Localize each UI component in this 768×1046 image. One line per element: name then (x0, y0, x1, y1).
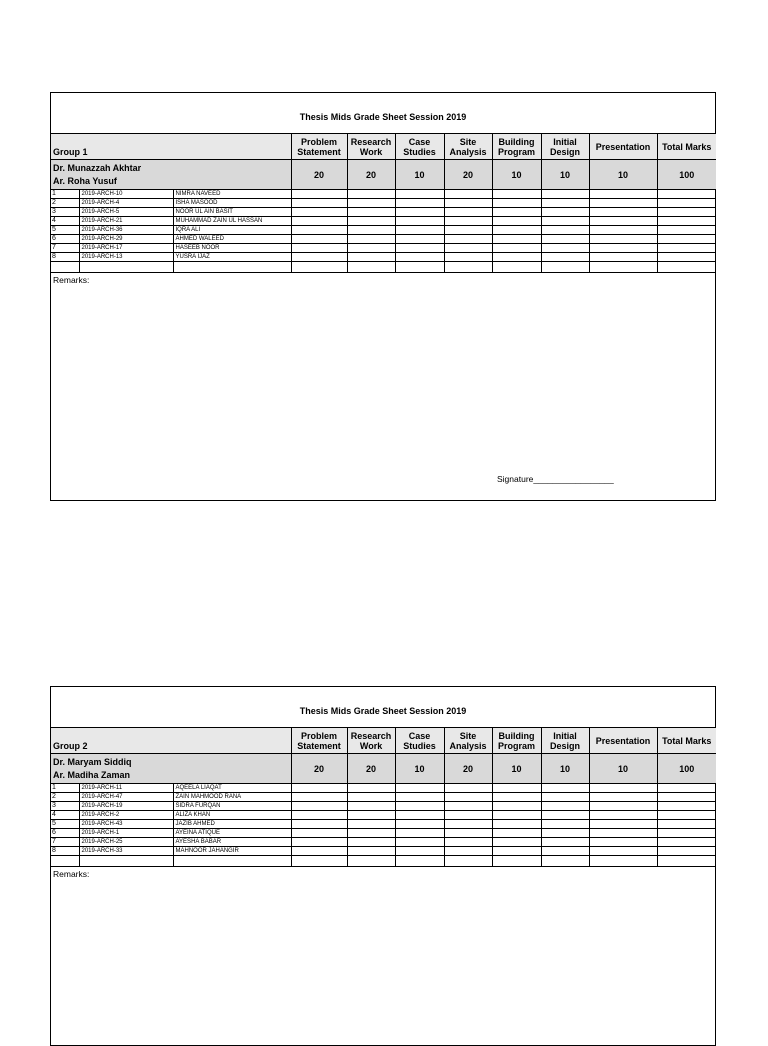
mark-cell[interactable] (492, 244, 541, 253)
column-header: Problem Statement (291, 134, 347, 160)
row-number: 8 (51, 253, 79, 262)
row-number: 2 (51, 793, 79, 802)
header-row (51, 134, 716, 160)
blank-cell (395, 262, 444, 273)
max-mark: 10 (589, 160, 657, 190)
grade-sheet (50, 92, 716, 501)
mark-cell[interactable] (657, 802, 716, 811)
row-number: 1 (51, 784, 79, 793)
mark-cell[interactable] (589, 784, 657, 793)
mark-cell[interactable] (657, 829, 716, 838)
row-number: 4 (51, 811, 79, 820)
mark-cell[interactable] (492, 820, 541, 829)
table-row (51, 802, 716, 811)
max-mark: 100 (657, 754, 716, 784)
max-mark: 100 (657, 160, 716, 190)
registration-number: 2019-ARCH-43 (79, 820, 173, 829)
max-mark: 20 (291, 160, 347, 190)
group-label: Group 1 (51, 134, 291, 160)
table-row (51, 244, 716, 253)
table-row (51, 829, 716, 838)
student-name: NIMRA NAVEED (173, 190, 291, 199)
mark-cell[interactable] (395, 253, 444, 262)
mark-cell[interactable] (395, 811, 444, 820)
teacher-name: Dr. Maryam Siddiq (53, 756, 132, 767)
max-mark: 10 (492, 754, 541, 784)
mark-cell[interactable] (347, 199, 395, 208)
mark-cell[interactable] (589, 793, 657, 802)
mark-cell[interactable] (347, 226, 395, 235)
blank-cell (492, 262, 541, 273)
mark-cell[interactable] (347, 838, 395, 847)
teacher-name: Ar. Madiha Zaman (53, 769, 131, 780)
mark-cell[interactable] (347, 190, 395, 199)
column-header: Building Program (492, 134, 541, 160)
table-row (51, 190, 716, 199)
row-number: 1 (51, 190, 79, 199)
mark-cell[interactable] (589, 829, 657, 838)
blank-cell (173, 262, 291, 273)
column-header: Research Work (347, 134, 395, 160)
remarks-label: Remarks: (53, 869, 90, 879)
mark-cell[interactable] (347, 253, 395, 262)
mark-cell[interactable] (657, 235, 716, 244)
table-row (51, 784, 716, 793)
mark-cell[interactable] (347, 784, 395, 793)
mark-cell[interactable] (492, 847, 541, 856)
mark-cell[interactable] (347, 208, 395, 217)
table-row (51, 847, 716, 856)
table-row (51, 793, 716, 802)
blank-cell (444, 856, 492, 867)
blank-cell (589, 856, 657, 867)
mark-cell[interactable] (444, 190, 492, 199)
max-mark: 20 (444, 160, 492, 190)
blank-row (51, 856, 716, 867)
student-name: AQEELA LIAQAT (173, 784, 291, 793)
mark-cell[interactable] (444, 847, 492, 856)
mark-cell[interactable] (541, 190, 589, 199)
blank-cell (541, 856, 589, 867)
mark-cell[interactable] (657, 820, 716, 829)
max-mark: 10 (492, 160, 541, 190)
mark-cell[interactable] (395, 793, 444, 802)
mark-cell[interactable] (444, 244, 492, 253)
sheet-title: Thesis Mids Grade Sheet Session 2019 (51, 93, 715, 134)
column-header: Building Program (492, 728, 541, 754)
blank-cell (173, 856, 291, 867)
mark-cell[interactable] (395, 226, 444, 235)
mark-cell[interactable] (291, 244, 347, 253)
group-label: Group 2 (51, 728, 291, 754)
teachers (51, 160, 291, 190)
column-header: Research Work (347, 728, 395, 754)
mark-cell[interactable] (444, 793, 492, 802)
mark-cell[interactable] (492, 802, 541, 811)
max-mark: 10 (541, 160, 589, 190)
mark-cell[interactable] (347, 217, 395, 226)
blank-row (51, 262, 716, 273)
mark-cell[interactable] (444, 199, 492, 208)
registration-number: 2019-ARCH-11 (79, 784, 173, 793)
teacher-name: Ar. Roha Yusuf (53, 175, 117, 186)
mark-cell[interactable] (492, 811, 541, 820)
registration-number: 2019-ARCH-33 (79, 847, 173, 856)
mark-cell[interactable] (657, 217, 716, 226)
mark-cell[interactable] (589, 253, 657, 262)
mark-cell[interactable] (395, 829, 444, 838)
table-row (51, 811, 716, 820)
mark-cell[interactable] (541, 217, 589, 226)
mark-cell[interactable] (291, 208, 347, 217)
table-row (51, 235, 716, 244)
mark-cell[interactable] (395, 208, 444, 217)
mark-cell[interactable] (347, 829, 395, 838)
mark-cell[interactable] (541, 199, 589, 208)
row-number: 3 (51, 802, 79, 811)
mark-cell[interactable] (541, 793, 589, 802)
mark-cell[interactable] (291, 802, 347, 811)
registration-number: 2019-ARCH-2 (79, 811, 173, 820)
mark-cell[interactable] (589, 244, 657, 253)
mark-cell[interactable] (291, 838, 347, 847)
student-name: YUSRA IJAZ (173, 253, 291, 262)
blank-cell (51, 262, 79, 273)
mark-cell[interactable] (444, 829, 492, 838)
mark-cell[interactable] (589, 226, 657, 235)
max-mark: 20 (347, 160, 395, 190)
blank-cell (347, 856, 395, 867)
mark-cell[interactable] (657, 847, 716, 856)
mark-cell[interactable] (541, 847, 589, 856)
student-name: NOOR UL AIN BASIT (173, 208, 291, 217)
mark-cell[interactable] (541, 820, 589, 829)
mark-cell[interactable] (444, 235, 492, 244)
student-name: JAZIB AHMED (173, 820, 291, 829)
mark-cell[interactable] (291, 811, 347, 820)
blank-cell (589, 262, 657, 273)
mark-cell[interactable] (541, 244, 589, 253)
mark-cell[interactable] (589, 820, 657, 829)
mark-cell[interactable] (444, 208, 492, 217)
blank-cell (291, 856, 347, 867)
student-name: MUHAMMAD ZAIN UL HASSAN (173, 217, 291, 226)
registration-number: 2019-ARCH-4 (79, 199, 173, 208)
mark-cell[interactable] (444, 802, 492, 811)
mark-cell[interactable] (395, 190, 444, 199)
blank-cell (291, 262, 347, 273)
column-header: Case Studies (395, 134, 444, 160)
blank-cell (51, 856, 79, 867)
row-number: 6 (51, 829, 79, 838)
mark-cell[interactable] (444, 811, 492, 820)
student-name: HASEEB NOOR (173, 244, 291, 253)
mark-cell[interactable] (347, 811, 395, 820)
mark-cell[interactable] (492, 226, 541, 235)
registration-number: 2019-ARCH-13 (79, 253, 173, 262)
mark-cell[interactable] (291, 829, 347, 838)
mark-cell[interactable] (347, 847, 395, 856)
column-header: Initial Design (541, 134, 589, 160)
mark-cell[interactable] (395, 199, 444, 208)
student-name: ZAIN MAHMOOD RANA (173, 793, 291, 802)
table-row (51, 217, 716, 226)
row-number: 4 (51, 217, 79, 226)
mark-cell[interactable] (347, 820, 395, 829)
mark-cell[interactable] (291, 190, 347, 199)
row-number: 7 (51, 244, 79, 253)
sheet-title: Thesis Mids Grade Sheet Session 2019 (51, 687, 715, 728)
mark-cell[interactable] (492, 838, 541, 847)
student-name: MAHNOOR JAHANGIR (173, 847, 291, 856)
max-mark: 10 (395, 754, 444, 784)
mark-cell[interactable] (657, 838, 716, 847)
mark-cell[interactable] (657, 253, 716, 262)
mark-cell[interactable] (347, 244, 395, 253)
mark-cell[interactable] (589, 847, 657, 856)
mark-cell[interactable] (291, 253, 347, 262)
mark-cell[interactable] (541, 829, 589, 838)
mark-cell[interactable] (541, 784, 589, 793)
mark-cell[interactable] (589, 802, 657, 811)
mark-cell[interactable] (395, 217, 444, 226)
table-row (51, 226, 716, 235)
mark-cell[interactable] (291, 199, 347, 208)
max-mark: 10 (589, 754, 657, 784)
column-header: Site Analysis (444, 134, 492, 160)
max-marks-row (51, 160, 716, 190)
mark-cell[interactable] (444, 820, 492, 829)
student-name: AHMED WALEED (173, 235, 291, 244)
mark-cell[interactable] (395, 847, 444, 856)
mark-cell[interactable] (395, 820, 444, 829)
mark-cell[interactable] (541, 838, 589, 847)
mark-cell[interactable] (589, 838, 657, 847)
mark-cell[interactable] (492, 784, 541, 793)
mark-cell[interactable] (444, 253, 492, 262)
mark-cell[interactable] (395, 802, 444, 811)
mark-cell[interactable] (291, 235, 347, 244)
column-header: Presentation (589, 728, 657, 754)
blank-cell (79, 856, 173, 867)
mark-cell[interactable] (589, 217, 657, 226)
registration-number: 2019-ARCH-47 (79, 793, 173, 802)
mark-cell[interactable] (541, 235, 589, 244)
mark-cell[interactable] (541, 802, 589, 811)
mark-cell[interactable] (657, 811, 716, 820)
student-name: SIDRA FURQAN (173, 802, 291, 811)
blank-cell (79, 262, 173, 273)
mark-cell[interactable] (541, 226, 589, 235)
student-name: ALIZA KHAN (173, 811, 291, 820)
mark-cell[interactable] (291, 217, 347, 226)
mark-cell[interactable] (444, 217, 492, 226)
blank-cell (347, 262, 395, 273)
mark-cell[interactable] (395, 838, 444, 847)
registration-number: 2019-ARCH-1 (79, 829, 173, 838)
mark-cell[interactable] (492, 829, 541, 838)
registration-number: 2019-ARCH-17 (79, 244, 173, 253)
student-name: IQRA ALI (173, 226, 291, 235)
mark-cell[interactable] (291, 226, 347, 235)
teacher-name: Dr. Munazzah Akhtar (53, 162, 142, 173)
blank-cell (492, 856, 541, 867)
blank-cell (395, 856, 444, 867)
mark-cell[interactable] (291, 847, 347, 856)
mark-cell[interactable] (541, 253, 589, 262)
column-header: Total Marks (657, 134, 716, 160)
student-name: ISHA MASOOD (173, 199, 291, 208)
signature-line: Signature_________________ (497, 474, 614, 484)
student-name: AYEINA ATIQUE (173, 829, 291, 838)
mark-cell[interactable] (492, 253, 541, 262)
max-marks-row (51, 754, 716, 784)
mark-cell[interactable] (395, 244, 444, 253)
mark-cell[interactable] (347, 793, 395, 802)
registration-number: 2019-ARCH-29 (79, 235, 173, 244)
teachers (51, 754, 291, 784)
mark-cell[interactable] (291, 793, 347, 802)
table-row (51, 199, 716, 208)
registration-number: 2019-ARCH-36 (79, 226, 173, 235)
mark-cell[interactable] (657, 244, 716, 253)
mark-cell[interactable] (589, 235, 657, 244)
max-mark: 20 (444, 754, 492, 784)
table-row (51, 253, 716, 262)
grade-sheet (50, 686, 716, 1046)
registration-number: 2019-ARCH-21 (79, 217, 173, 226)
mark-cell[interactable] (657, 226, 716, 235)
column-header: Total Marks (657, 728, 716, 754)
student-name: AYESHA BABAR (173, 838, 291, 847)
header-row (51, 728, 716, 754)
max-mark: 20 (347, 754, 395, 784)
row-number: 7 (51, 838, 79, 847)
mark-cell[interactable] (657, 199, 716, 208)
mark-cell[interactable] (492, 217, 541, 226)
mark-cell[interactable] (541, 208, 589, 217)
mark-cell[interactable] (492, 793, 541, 802)
mark-cell[interactable] (541, 811, 589, 820)
row-number: 6 (51, 235, 79, 244)
row-number: 5 (51, 820, 79, 829)
max-mark: 10 (395, 160, 444, 190)
remarks-label: Remarks: (53, 275, 90, 285)
mark-cell[interactable] (395, 784, 444, 793)
table-row (51, 838, 716, 847)
mark-cell[interactable] (589, 190, 657, 199)
column-header: Site Analysis (444, 728, 492, 754)
max-mark: 10 (541, 754, 589, 784)
mark-cell[interactable] (347, 802, 395, 811)
row-number: 3 (51, 208, 79, 217)
mark-cell[interactable] (657, 190, 716, 199)
registration-number: 2019-ARCH-25 (79, 838, 173, 847)
column-header: Case Studies (395, 728, 444, 754)
table-row (51, 820, 716, 829)
mark-cell[interactable] (492, 199, 541, 208)
mark-cell[interactable] (492, 190, 541, 199)
mark-cell[interactable] (444, 838, 492, 847)
row-number: 5 (51, 226, 79, 235)
mark-cell[interactable] (291, 820, 347, 829)
row-number: 2 (51, 199, 79, 208)
mark-cell[interactable] (492, 235, 541, 244)
mark-cell[interactable] (444, 226, 492, 235)
max-mark: 20 (291, 754, 347, 784)
mark-cell[interactable] (492, 208, 541, 217)
registration-number: 2019-ARCH-19 (79, 802, 173, 811)
mark-cell[interactable] (589, 208, 657, 217)
mark-cell[interactable] (291, 784, 347, 793)
mark-cell[interactable] (347, 235, 395, 244)
registration-number: 2019-ARCH-10 (79, 190, 173, 199)
mark-cell[interactable] (657, 784, 716, 793)
grade-table (51, 134, 716, 273)
blank-cell (541, 262, 589, 273)
mark-cell[interactable] (589, 199, 657, 208)
blank-cell (657, 262, 716, 273)
mark-cell[interactable] (395, 235, 444, 244)
row-number: 8 (51, 847, 79, 856)
mark-cell[interactable] (657, 793, 716, 802)
blank-cell (444, 262, 492, 273)
mark-cell[interactable] (589, 811, 657, 820)
mark-cell[interactable] (657, 208, 716, 217)
mark-cell[interactable] (444, 784, 492, 793)
column-header: Problem Statement (291, 728, 347, 754)
column-header: Initial Design (541, 728, 589, 754)
table-row (51, 208, 716, 217)
registration-number: 2019-ARCH-5 (79, 208, 173, 217)
grade-table (51, 728, 716, 867)
column-header: Presentation (589, 134, 657, 160)
blank-cell (657, 856, 716, 867)
